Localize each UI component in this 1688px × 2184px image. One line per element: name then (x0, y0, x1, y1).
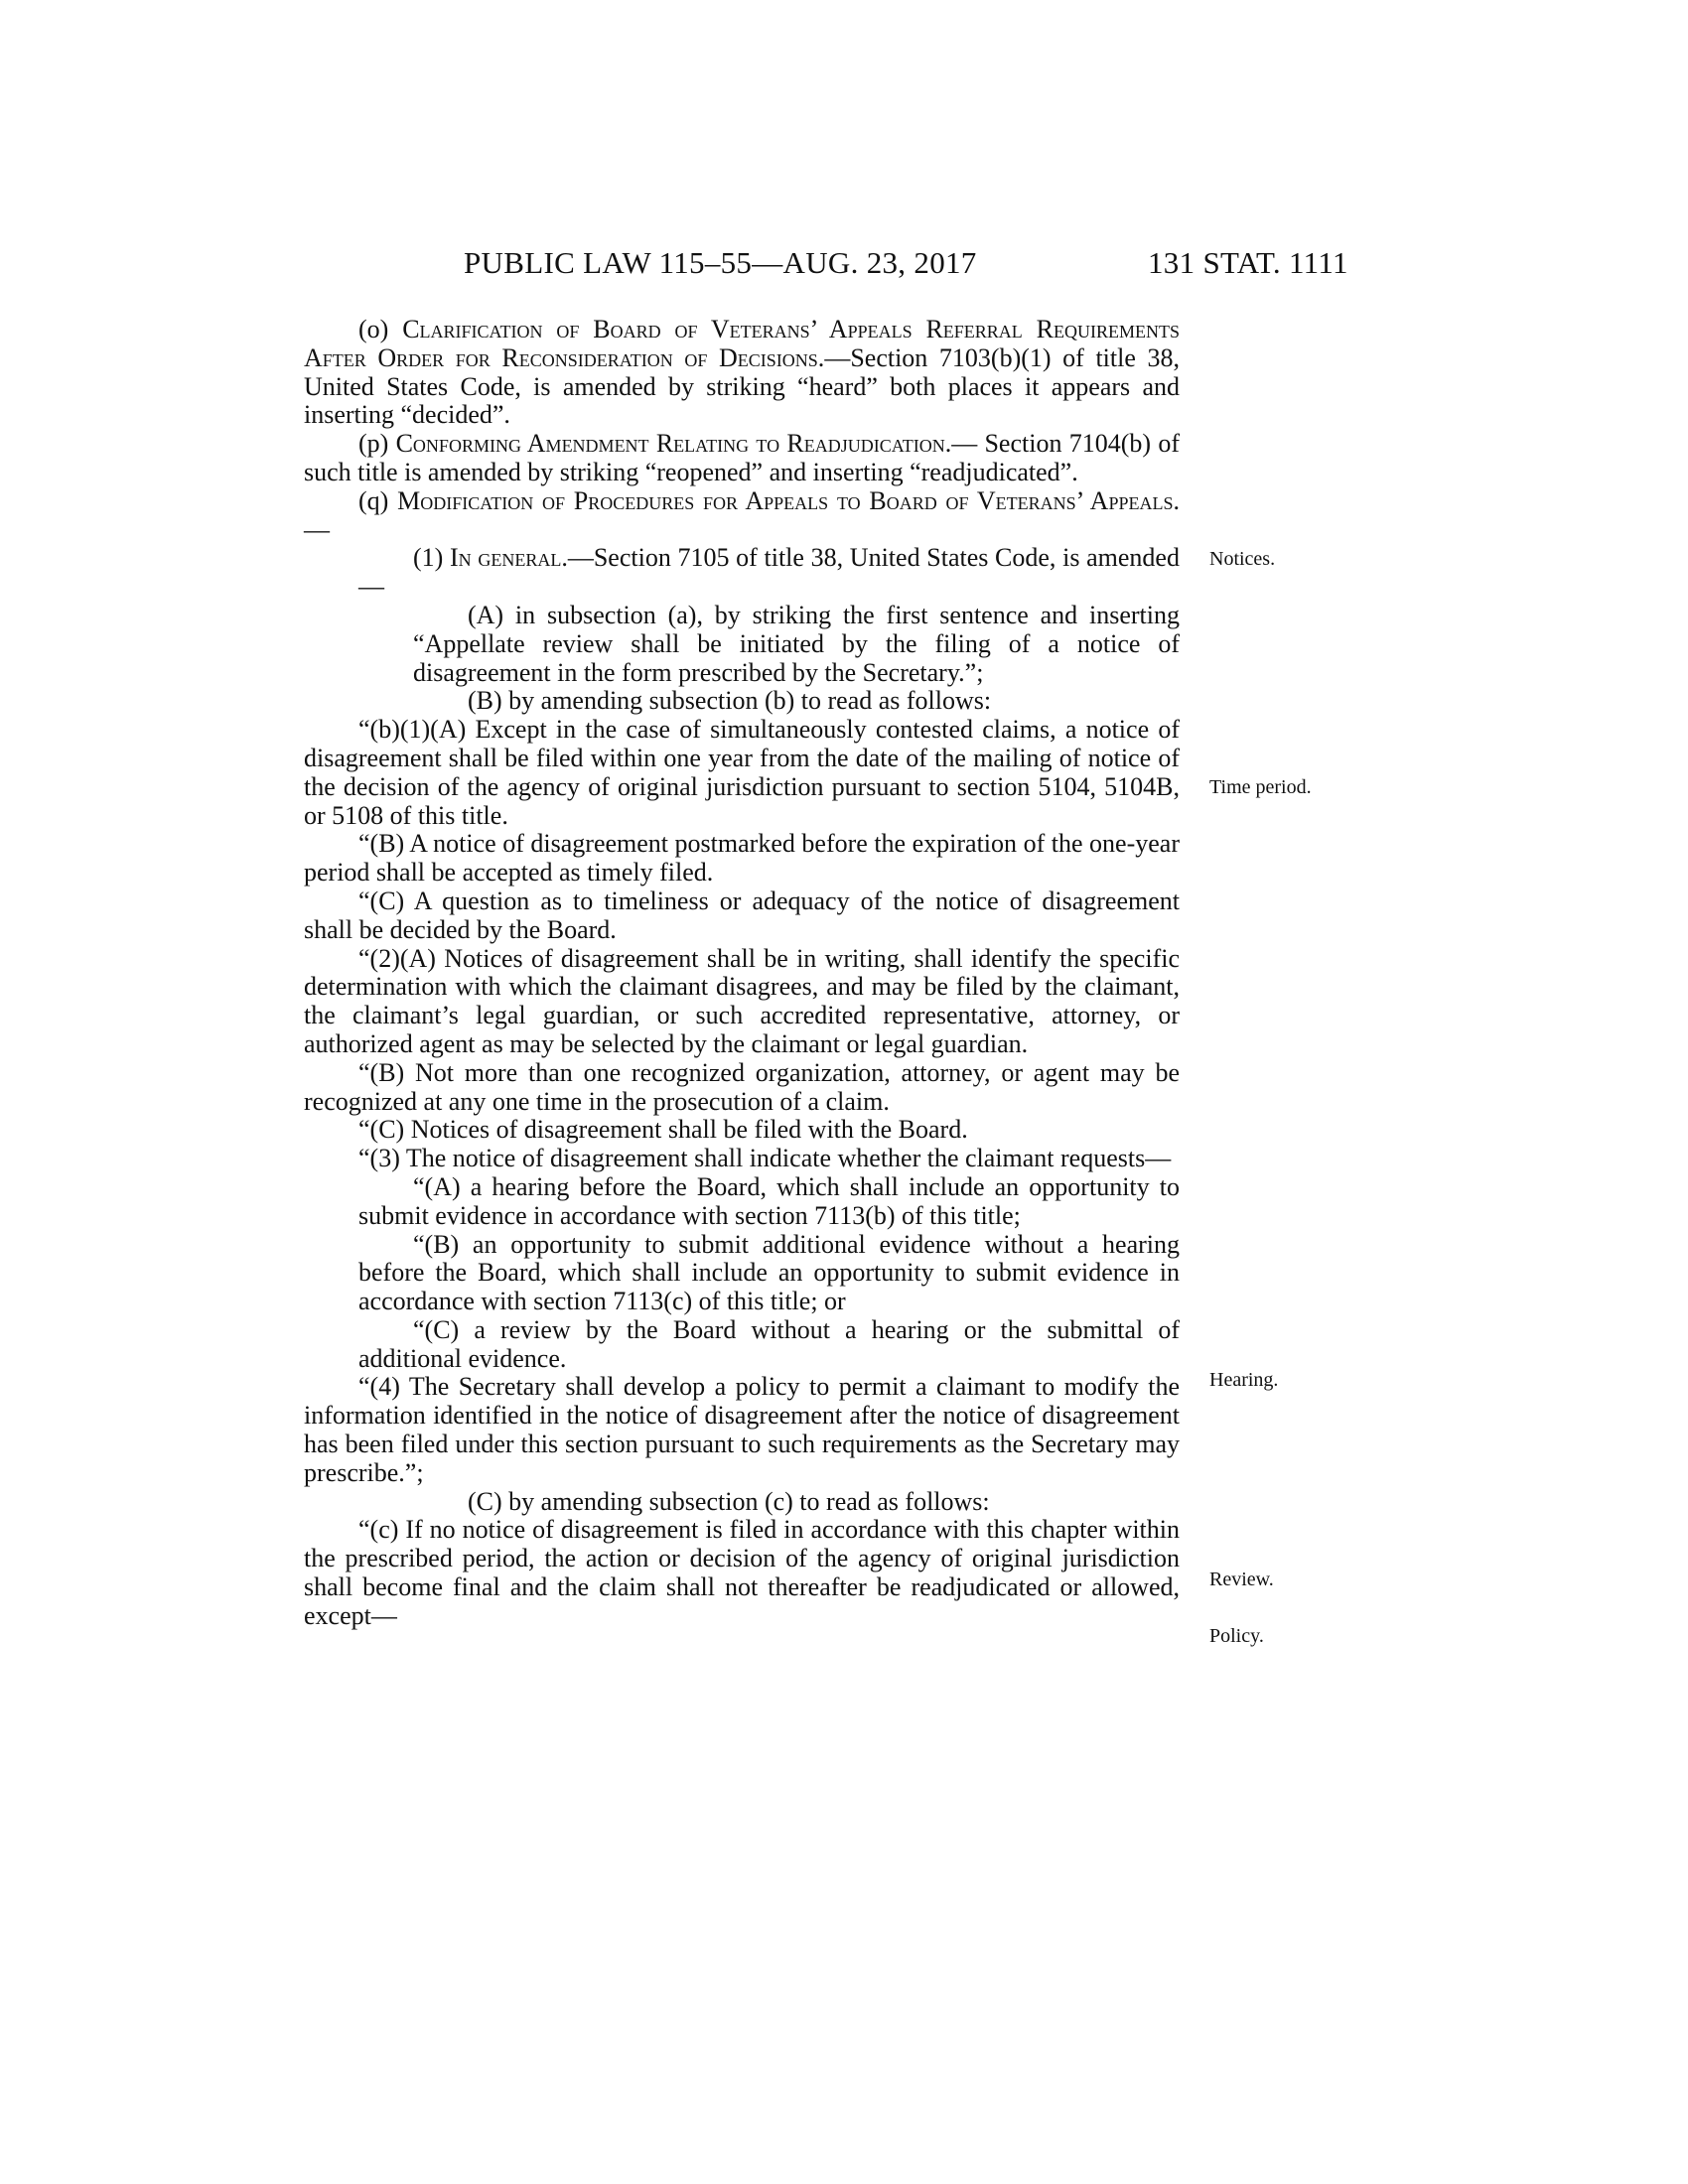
quoted-b3B: “(B) an opportunity to submit additional evidence without a hearing before the Board, which shall include an opportunity to submit evidence in accordance with section 7113(c) of this title; or (358, 1229, 1180, 1316)
statute-page-number: 131 STAT. 1111 (1148, 245, 1348, 280)
quoted-b3: “(3) The notice of disagreement shall indicate whether the claimant requests— (358, 1144, 1172, 1173)
section-q-dash: — (304, 514, 330, 544)
quoted-b1A: “(b)(1)(A) Except in the case of simultaneously contested claims, a notice of disagreement shall be filed within one year from the date of the mailing of notice of the decision of the agency of original jurisdiction pursuant to section 5104, 5104B, or 5108 of this title. (304, 715, 1180, 830)
paragraph-q1-label: (1) (413, 543, 450, 573)
page-header (0, 245, 1688, 285)
quoted-b3C: “(C) a review by the Board without a hearing or the submittal of additional evidence. (358, 1314, 1180, 1373)
subparagraph-qB: (B) by amending subsection (b) to read as follows: (468, 686, 992, 716)
section-p-heading: Conforming Amendment Relating to Readjudication. (395, 429, 952, 459)
quoted-b1C: “(C) A question as to timeliness or adequacy of the notice of disagreement shall be decided by the Board. (304, 886, 1180, 944)
section-o-heading: Clarification of Board of Veterans’ Appeals Referral Requirements After Order for Reconsideration of Decisions. (304, 315, 1180, 372)
subparagraph-qC: (C) by amending subsection (c) to read as follows: (468, 1486, 990, 1516)
section-o-label: (o) (358, 315, 403, 343)
paragraph-q1-heading: In general. (450, 543, 568, 573)
quoted-b1B: “(B) A notice of disagreement postmarked before the expiration of the one-year period shall be accepted as timely filed. (304, 829, 1180, 887)
section-p-label: (p) (358, 429, 396, 459)
quoted-b2A: “(2)(A) Notices of disagreement shall be in writing, shall identify the specific determination with which the claimant disagrees, and may be filed by the claimant, the claimant’s legal guardian, or such accredited representative, attorney, or authorized agent as may be selected by the claimant or legal guardian. (304, 943, 1180, 1058)
paragraph-q1-body: —Section 7105 of title 38, United States Code, is amended— (358, 543, 1180, 602)
section-p (304, 430, 1180, 487)
quoted-b2B: “(B) Not more than one recognized organization, attorney, or agent may be recognized at any one time in the prosecution of a claim. (304, 1057, 1180, 1116)
quoted-c: “(c) If no notice of disagreement is filed in accordance with this chapter within the prescribed period, the action or decision of the agency of original jurisdiction shall become final and the claim shall not thereafter be readjudicated or allowed, except— (304, 1515, 1180, 1630)
section-q-label: (q) (358, 485, 398, 515)
subparagraph-qA: (A) in subsection (a), by striking the first sentence and inserting “Appellate review shall be initiated by the filing of a notice of disagreement in the form prescribed by the Secretary.”; (413, 600, 1180, 687)
section-q-heading: Modification of Procedures for Appeals to Board of Veterans’ Appeals. (397, 485, 1180, 515)
section-p-body: — Section 7104(b) of such title is amended by striking “reopened” and inserting “readjudicated”. (304, 429, 1180, 486)
margin-note-hearing: Hearing. (1209, 1369, 1279, 1391)
section-q (304, 487, 1180, 545)
section-o-body: —Section 7103(b)(1) of title 38, United States Code, is amended by striking “heard” both places it appears and inserting “decided”. (304, 342, 1180, 430)
margin-note-time-period: Time period. (1209, 776, 1312, 798)
paragraph-q1 (304, 544, 1180, 602)
law-citation: PUBLIC LAW 115–55—AUG. 23, 2017 (464, 245, 977, 280)
margin-note-review: Review. (1209, 1569, 1274, 1590)
quoted-b2C: “(C) Notices of disagreement shall be filed with the Board. (358, 1115, 968, 1145)
quoted-b4: “(4) The Secretary shall develop a policy to permit a claimant to modify the information identified in the notice of disagreement after the notice of disagreement has been filed under this section pursuant to such requirements as the Secretary may prescribe.”; (304, 1372, 1180, 1487)
quoted-b3A: “(A) a hearing before the Board, which shall include an opportunity to submit evidence in accordance with section 7113(b) of this title; (358, 1171, 1180, 1230)
margin-note-policy: Policy. (1209, 1625, 1264, 1647)
section-o (304, 316, 1180, 430)
document-body (304, 316, 1180, 1631)
margin-note-notices: Notices. (1209, 548, 1276, 570)
